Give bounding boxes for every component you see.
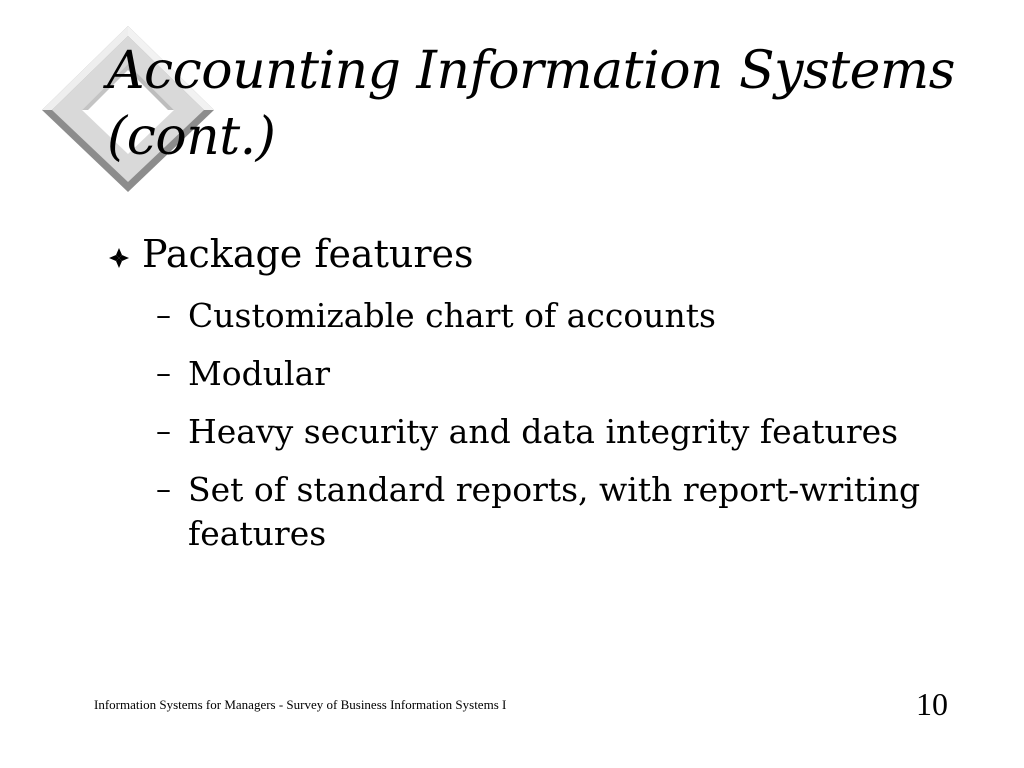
slide-footer: Information Systems for Managers - Survey of Business Information Systems I xyxy=(94,697,507,712)
list-item xyxy=(156,294,986,338)
diamond-bullet-icon xyxy=(108,247,142,269)
slide-title xyxy=(107,38,987,170)
sub-bullet-list xyxy=(156,294,986,570)
bullet-text: Package features xyxy=(142,232,474,276)
dash-marker: – xyxy=(156,298,171,333)
slide-title-line-1: Accounting Information Systems xyxy=(107,41,955,101)
page-number: 10 xyxy=(916,686,948,722)
list-item-text: Customizable chart of accounts xyxy=(188,296,716,335)
list-item-text: Heavy security and data integrity features xyxy=(188,412,899,451)
list-item xyxy=(156,468,986,556)
list-item-text: Set of standard reports, with report-writing features xyxy=(188,470,921,553)
dash-marker: – xyxy=(156,356,171,391)
slide-title-line-2: (cont.) xyxy=(107,107,276,167)
list-item-text: Modular xyxy=(188,354,331,393)
list-item xyxy=(156,352,986,396)
dash-marker: – xyxy=(156,472,171,507)
list-item xyxy=(156,410,986,454)
dash-marker: – xyxy=(156,414,171,449)
bullet-package-features xyxy=(108,229,473,279)
